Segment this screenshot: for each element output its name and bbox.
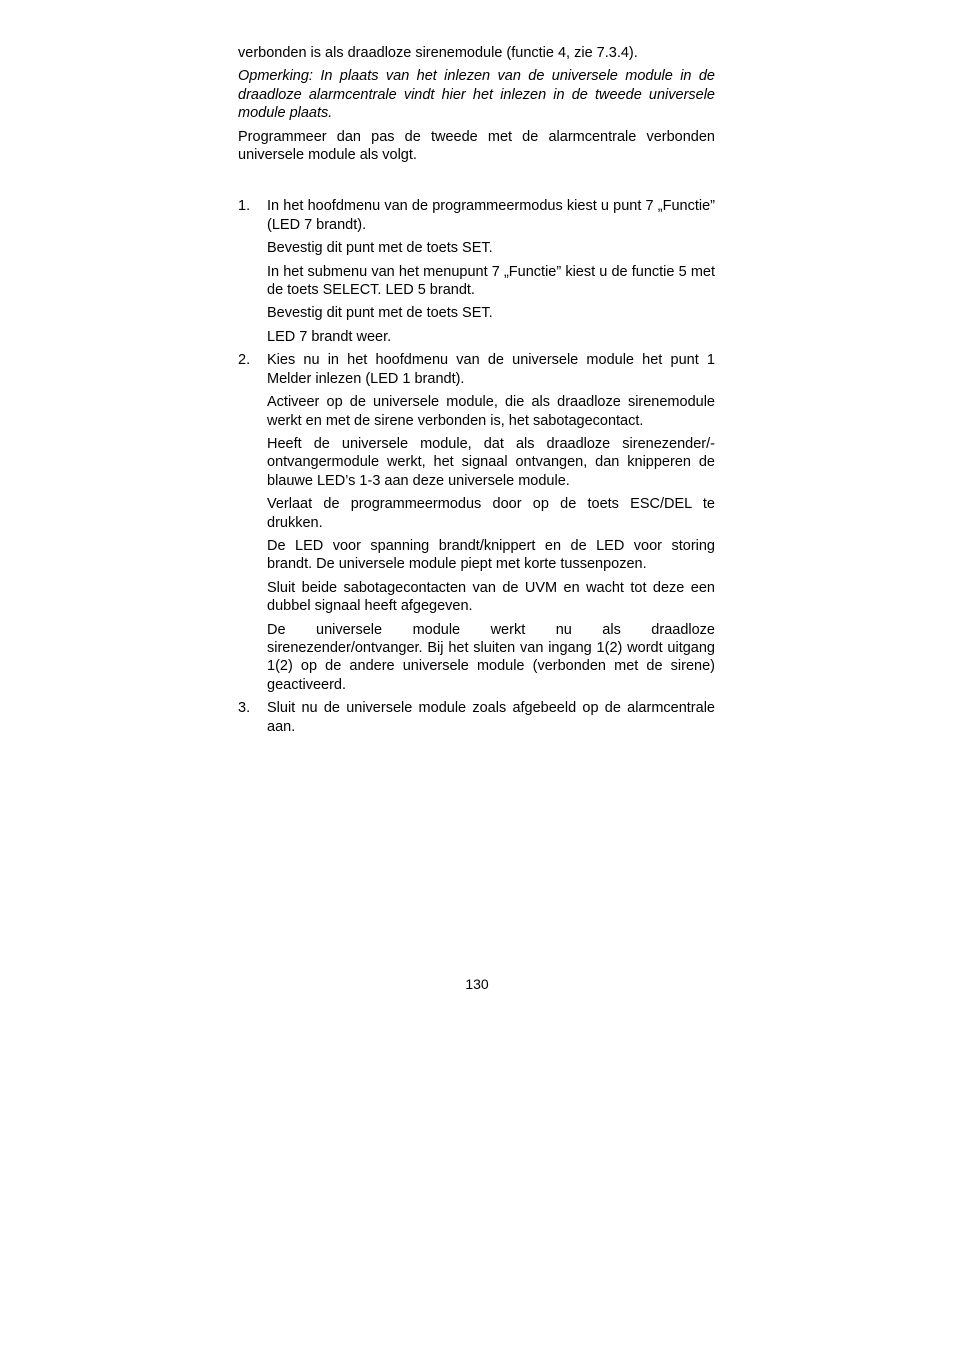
- page-number: 130: [465, 976, 489, 992]
- step-text: Verlaat de programmeermodus door op de toets ESC/DEL te drukken.: [267, 496, 715, 531]
- step-text: LED 7 brandt weer.: [267, 328, 392, 345]
- step-number: 2.: [238, 352, 251, 369]
- step-text: In het hoofdmenu van de programmeermodus kiest u punt 7 „Functie” (LED 7 brandt).: [267, 198, 715, 233]
- step-number: 1.: [238, 198, 251, 215]
- step-text: De LED voor spanning brandt/knippert en de LED voor storing brandt. De universele module piept met korte tussenpozen.: [267, 537, 715, 573]
- step-text: Bevestig dit punt met de toets SET.: [267, 240, 493, 257]
- intro-paragraph: verbonden is als draadloze sirenemodule (functie 4, zie 7.3.4).: [238, 45, 638, 61]
- page-content: [238, 44, 715, 741]
- step-text: Sluit nu de universele module zoals afgebeeld op de alarmcentrale aan.: [267, 700, 715, 735]
- step-3: [238, 699, 715, 736]
- spacer: [238, 169, 715, 197]
- intro-paragraph-2: Programmeer dan pas de tweede met de alarmcentrale verbonden universele module als volgt.: [238, 128, 715, 164]
- step-text: Kies nu in het hoofdmenu van de universele module het punt 1 Melder inlezen (LED 1 brandt).: [267, 352, 715, 387]
- step-number: 3.: [238, 700, 251, 717]
- step-text: Activeer op de universele module, die als draadloze sirenemodule werkt en met de sirene verbonden is, het sabotagecontact.: [267, 394, 715, 429]
- step-text: Sluit beide sabotagecontacten van de UVM en wacht tot deze een dubbel signaal heeft afgegeven.: [267, 579, 715, 615]
- step-text: De universele module werkt nu als draadloze sirenezender/ontvanger. Bij het sluiten van ingang 1(2) wordt uitgang 1(2) op de andere universele module (verbonden met de sirene) geactiveerd.: [267, 621, 715, 693]
- step-1: [238, 197, 715, 346]
- step-text: In het submenu van het menupunt 7 „Functie” kiest u de functie 5 met de toets SELECT. LED 5 brandt.: [267, 263, 715, 299]
- step-list: [238, 197, 715, 736]
- note-paragraph: Opmerking: In plaats van het inlezen van de universele module in de draadloze alarmcentrale vindt hier het inlezen in de tweede universele module plaats.: [238, 68, 715, 122]
- step-text: Heeft de universele module, dat als draadloze sirenezender/-ontvangermodule werkt, het signaal ontvangen, dan knipperen de blauwe LED’s 1-3 aan deze universele module.: [267, 435, 715, 489]
- step-text: Bevestig dit punt met de toets SET.: [267, 305, 493, 322]
- step-2: [238, 351, 715, 694]
